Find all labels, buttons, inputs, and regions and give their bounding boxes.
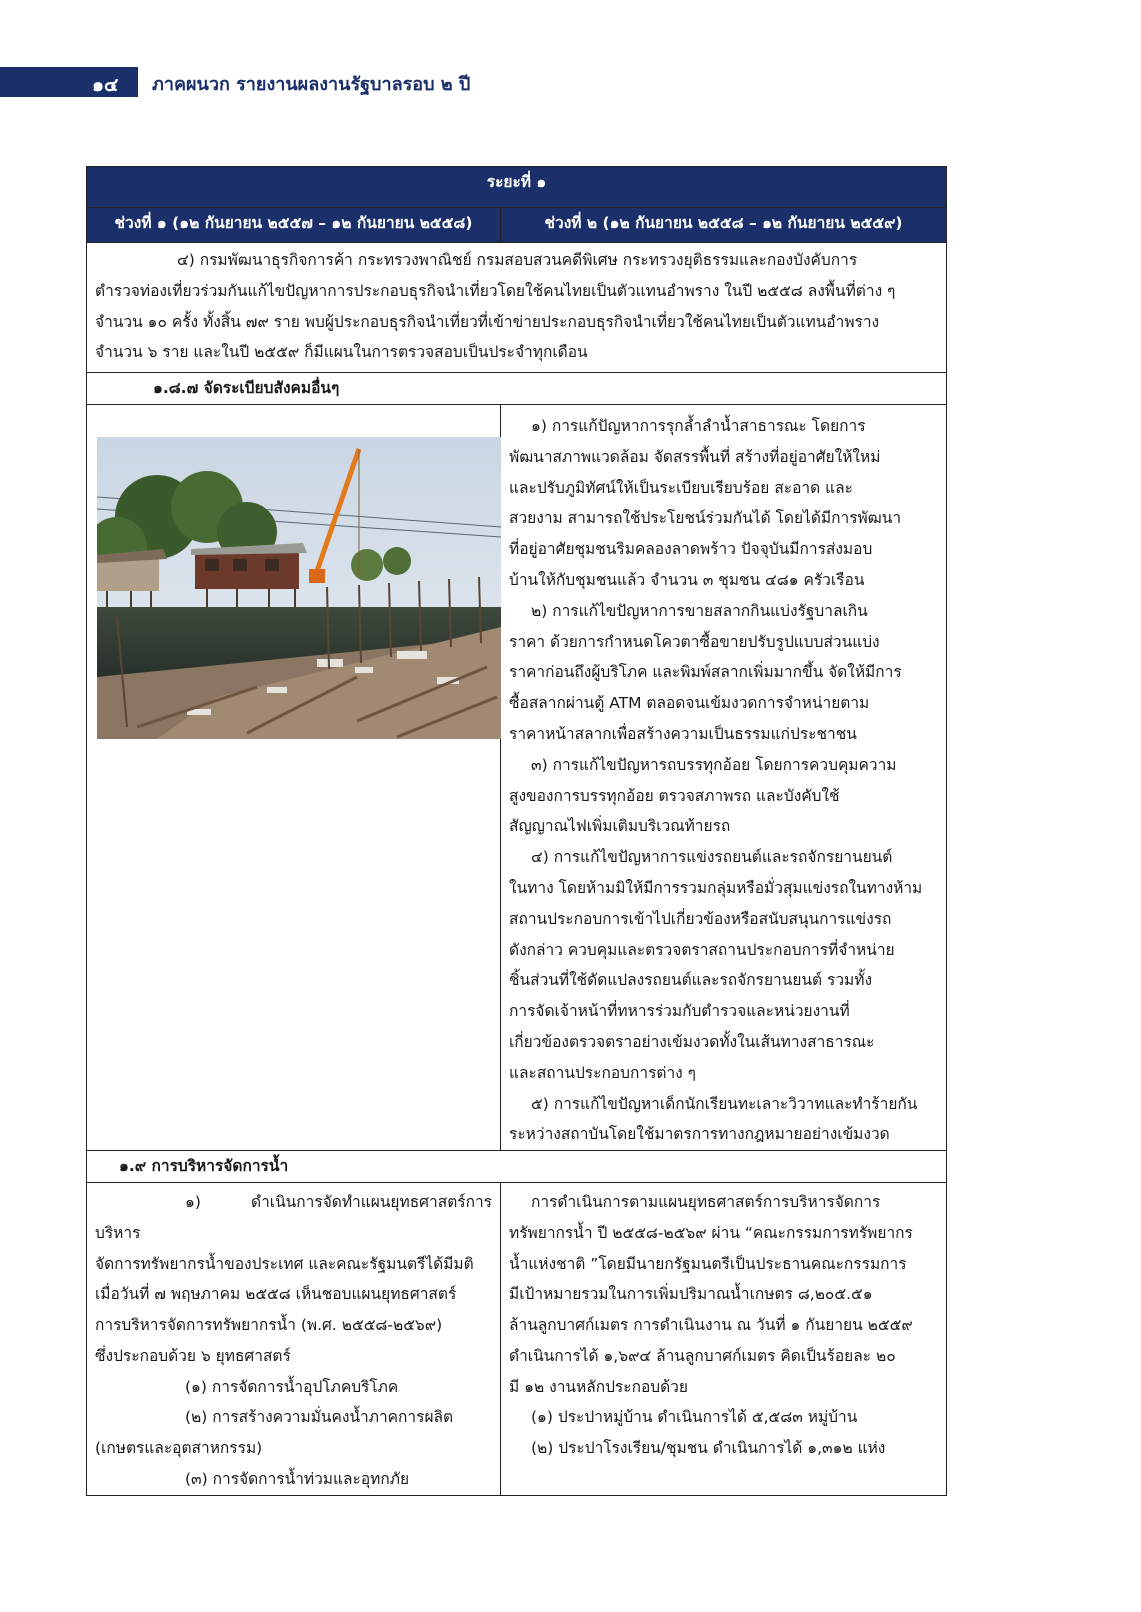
social-line: สวยงาม สามารถใช้ประโยชน์ร่วมกันได้ โดยได้มีการพัฒนา xyxy=(509,509,902,528)
social-order-items xyxy=(501,404,947,1150)
item4-line: จำนวน ๑๐ ครั้ง ทั้งสิ้น ๗๙ ราย พบผู้ประกอบธุรกิจนำเที่ยวที่เข้าข่ายประกอบธุรกิจนำเที่ยวใช้คนไทยเป็นตัวแทนอำพราง xyxy=(95,312,880,331)
water-line: การบริหารจัดการทรัพยากรน้ำ (พ.ศ. ๒๕๕๘-๒๕๖๙) xyxy=(95,1316,443,1335)
section-heading-19: ๑.๙ การบริหารจัดการน้ำ xyxy=(87,1151,947,1183)
photo-cell xyxy=(87,404,501,1150)
water-strategy-right xyxy=(501,1182,947,1495)
water-line: จัดการทรัพยากรน้ำของประเทศ และคณะรัฐมนตรีได้มีมติ xyxy=(95,1254,474,1273)
social-line: ดังกล่าว ควบคุมและตรวจตราสถานประกอบการที่จำหน่าย xyxy=(509,940,895,959)
water-line: (๒) การสร้างความมั่นคงน้ำภาคการผลิต xyxy=(185,1408,454,1427)
social-line: พัฒนาสภาพแวดล้อม จัดสรรพื้นที่ สร้างที่อยู่อาศัยให้ใหม่ xyxy=(509,447,881,466)
water-line: การดำเนินการตามแผนยุทธศาสตร์การบริหารจัดการ xyxy=(531,1192,881,1211)
item4-cell xyxy=(87,243,947,373)
social-line: ๔) การแก้ไขปัญหาการแข่งรถยนต์และรถจักรยานยนต์ xyxy=(531,848,893,867)
social-line: ราคาหน้าสลากเพื่อสร้างความเป็นธรรมแก่ประชาชน xyxy=(509,724,857,743)
item4-line: จำนวน ๖ ราย และในปี ๒๕๕๙ ก็มีแผนในการตรวจสอบเป็นประจำทุกเดือน xyxy=(95,343,588,362)
social-line: ๒) การแก้ไขปัญหาการขายสลากกินแบ่งรัฐบาลเกิน xyxy=(531,601,868,620)
water-line: ๑) ดำเนินการจัดทำแผนยุทธศาสตร์การบริหาร xyxy=(95,1192,492,1242)
water-line: (๑) ประปาหมู่บ้าน ดำเนินการได้ ๕,๕๘๓ หมู่บ้าน xyxy=(531,1408,858,1427)
period1-header: ช่วงที่ ๑ (๑๒ กันยายน ๒๕๕๗ – ๑๒ กันยายน ๒๕๕๘) xyxy=(87,208,501,243)
period2-header: ช่วงที่ ๒ (๑๒ กันยายน ๒๕๕๘ – ๑๒ กันยายน ๒๕๕๙) xyxy=(501,208,947,243)
water-line: (๓) การจัดการน้ำท่วมและอุทกภัย xyxy=(185,1470,410,1489)
social-line: ชิ้นส่วนที่ใช้ดัดแปลงรถยนต์และรถจักรยานยนต์ รวมทั้ง xyxy=(509,971,873,990)
water-strategy-left xyxy=(87,1182,501,1495)
water-line: (๒) ประปาโรงเรียน/ชุมชน ดำเนินการได้ ๑,๓๑๒ แห่ง xyxy=(531,1439,886,1458)
social-line: ราคาก่อนถึงผู้บริโภค และพิมพ์สลากเพิ่มมากขึ้น จัดให้มีการ xyxy=(509,663,902,682)
water-line: น้ำแห่งชาติ ”โดยมีนายกรัฐมนตรีเป็นประธานคณะกรรมการ xyxy=(509,1254,907,1273)
social-line: ๓) การแก้ไขปัญหารถบรรทุกอ้อย โดยการควบคุมความ xyxy=(531,755,897,774)
social-line: และสถานประกอบการต่าง ๆ xyxy=(509,1063,696,1082)
social-line: ซื้อสลากผ่านตู้ ATM ตลอดจนเข้มงวดการจำหน่ายตาม xyxy=(509,694,870,713)
water-line: (๑) การจัดการน้ำอุปโภคบริโภค xyxy=(185,1377,399,1396)
social-line: ๕) การแก้ไขปัญหาเด็กนักเรียนทะเลาะวิวาทและทำร้ายกัน xyxy=(531,1094,918,1113)
social-line: ระหว่างสถาบันโดยใช้มาตรการทางกฎหมายอย่างเข้มงวด xyxy=(509,1125,890,1144)
social-line: สูงของการบรรทุกอ้อย ตรวจสภาพรถ และบังคับใช้ xyxy=(509,786,840,805)
water-line: (เกษตรและอุตสาหกรรม) xyxy=(95,1439,263,1458)
section-heading-187: ๑.๘.๗ จัดระเบียบสังคมอื่นๆ xyxy=(87,373,947,405)
water-line: เมื่อวันที่ ๗ พฤษภาคม ๒๕๕๘ เห็นชอบแผนยุทธศาสตร์ xyxy=(95,1285,457,1304)
page-number: ๑๔ xyxy=(92,74,119,96)
social-line: ในทาง โดยห้ามมิให้มีการรวมกลุ่มหรือมั่วสุมแข่งรถในทางห้าม xyxy=(509,878,923,897)
social-line: ราคา ด้วยการกำหนดโควตาซื้อขายปรับรูปแบบส่วนแบ่ง xyxy=(509,632,880,651)
water-line: ทรัพยากรน้ำ ปี ๒๕๕๘-๒๕๖๙ ผ่าน “คณะกรรมการทรัพยากร xyxy=(509,1223,913,1242)
water-line: ล้านลูกบาศก์เมตร การดำเนินงาน ณ วันที่ ๑ กันยายน ๒๕๕๙ xyxy=(509,1316,913,1335)
social-line: สถานประกอบการเข้าไปเกี่ยวข้องหรือสนับสนุนการแข่งรถ xyxy=(509,909,892,928)
social-line: การจัดเจ้าหน้าที่ทหารร่วมกับตำรวจและหน่วยงานที่ xyxy=(509,1002,850,1021)
report-table xyxy=(86,166,947,1496)
item4-line: ตำรวจท่องเที่ยวร่วมกันแก้ไขปัญหาการประกอบธุรกิจนำเที่ยวโดยใช้คนไทยเป็นตัวแทนอำพราง ในปี ๒๕๕๘ ลงพื้นที่ต่าง ๆ xyxy=(95,281,896,300)
phase-title: ระยะที่ ๑ xyxy=(87,167,947,208)
canal-community-photo xyxy=(97,437,501,739)
social-line: ๑) การแก้ปัญหาการรุกล้ำลำน้ำสาธารณะ โดยการ xyxy=(531,416,866,435)
water-line: ซึ่งประกอบด้วย ๖ ยุทธศาสตร์ xyxy=(95,1346,291,1365)
item4-line: ๔) กรมพัฒนาธุรกิจการค้า กระทรวงพาณิชย์ กรมสอบสวนคดีพิเศษ กระทรวงยุติธรรมและกองบังคับการ xyxy=(177,251,858,269)
water-line: มี ๑๒ งานหลักประกอบด้วย xyxy=(509,1377,688,1396)
social-line: และปรับภูมิทัศน์ให้เป็นระเบียบเรียบร้อย สะอาด และ xyxy=(509,478,853,497)
water-line: มีเป้าหมายรวมในการเพิ่มปริมาณน้ำเกษตร ๘,๒๐๕.๕๑ xyxy=(509,1285,873,1304)
social-line: บ้านให้กับชุมชนแล้ว จำนวน ๓ ชุมชน ๔๘๑ ครัวเรือน xyxy=(509,570,865,589)
social-line: เกี่ยวข้องตรวจตราอย่างเข้มงวดทั้งในเส้นทางสาธารณะ xyxy=(509,1032,875,1051)
page-header-title: ภาคผนวก รายงานผลงานรัฐบาลรอบ ๒ ปี xyxy=(152,74,471,95)
social-line: สัญญาณไฟเพิ่มเติมบริเวณท้ายรถ xyxy=(509,817,731,836)
water-line: ดำเนินการได้ ๑,๖๙๔ ล้านลูกบาศก์เมตร คิดเป็นร้อยละ ๒๐ xyxy=(509,1346,896,1365)
social-line: ที่อยู่อาศัยชุมชนริมคลองลาดพร้าว ปัจจุบันมีการส่งมอบ xyxy=(509,540,873,559)
